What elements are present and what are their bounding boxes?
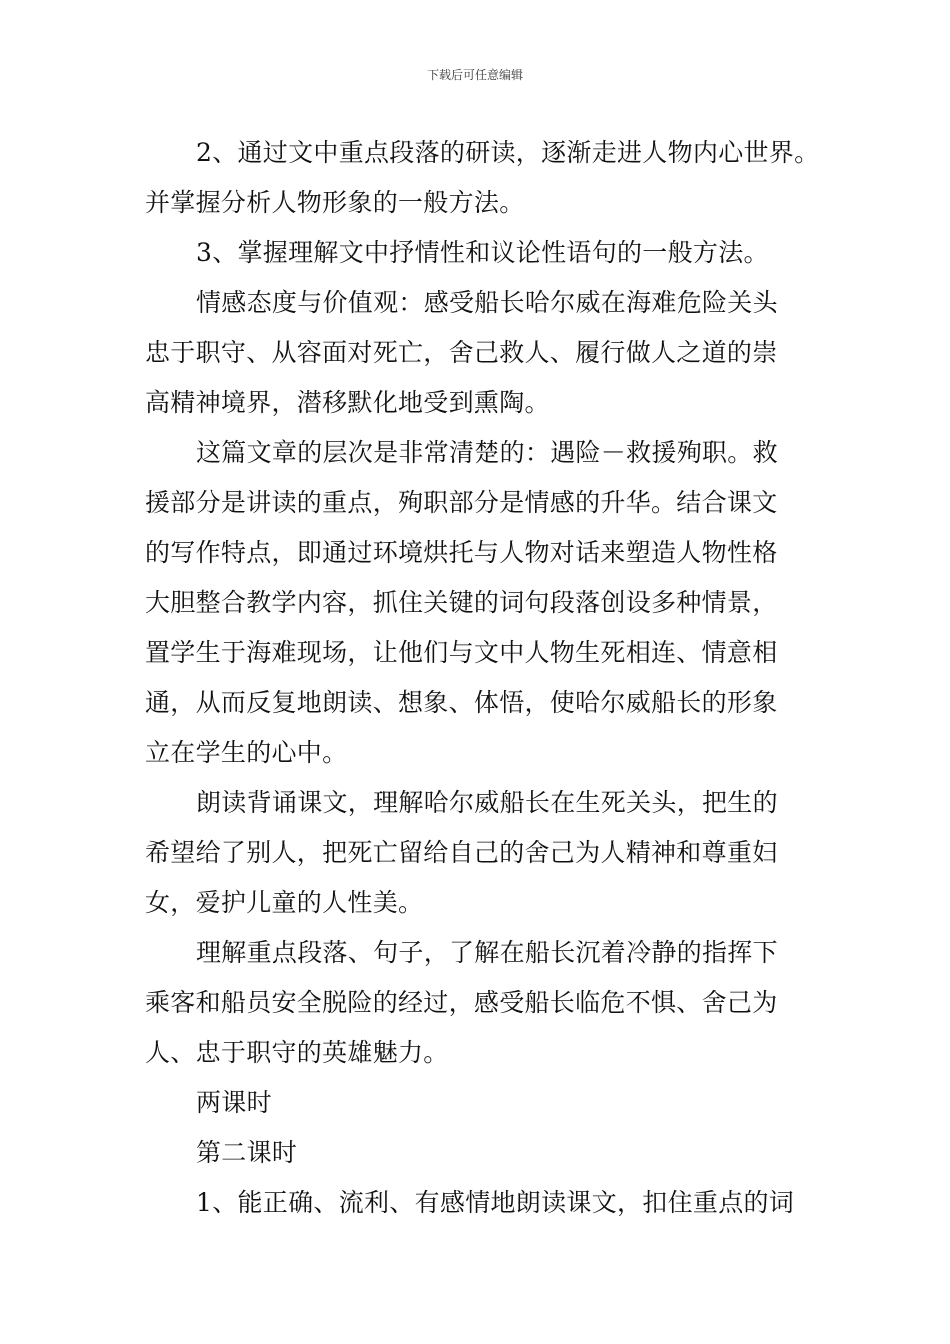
text-line: 1、能正确、流利、有感情地朗读课文，扣住重点的词 bbox=[196, 1188, 795, 1217]
text-line: 希望给了别人，把死亡留给自己的舍己为人精神和尊重妇 bbox=[145, 838, 778, 867]
text-line: 2、通过文中重点段落的研读，逐渐走进人物内心世界。 bbox=[196, 138, 820, 167]
text-line: 朗读背诵课文，理解哈尔威船长在生死关头，把生的 bbox=[196, 788, 778, 817]
text-line: 立在学生的心中。 bbox=[145, 738, 348, 767]
document-body bbox=[145, 128, 820, 1228]
text-line: 置学生于海难现场，让他们与文中人物生死相连、情意相 bbox=[145, 638, 778, 667]
text-line: 人、忠于职守的英雄魅力。 bbox=[145, 1038, 449, 1067]
page-header: 下载后可任意编辑 bbox=[426, 68, 523, 82]
text-line: 女，爱护儿童的人性美。 bbox=[145, 888, 424, 917]
text-line: 3、掌握理解文中抒情性和议论性语句的一般方法。 bbox=[196, 238, 769, 267]
text-line: 乘客和船员安全脱险的经过，感受船长临危不惧、舍己为 bbox=[145, 988, 778, 1017]
text-line: 理解重点段落、句子，了解在船长沉着冷静的指挥下 bbox=[196, 938, 778, 967]
text-line: 援部分是讲读的重点，殉职部分是情感的升华。结合课文 bbox=[145, 488, 778, 517]
text-line: 这篇文章的层次是非常清楚的：遇险－救援殉职。救 bbox=[196, 438, 778, 467]
text-line: 忠于职守、从容面对死亡，舍己救人、履行做人之道的崇 bbox=[145, 338, 778, 367]
text-line: 第二课时 bbox=[196, 1138, 298, 1167]
text-line: 情感态度与价值观：感受船长哈尔威在海难危险关头 bbox=[196, 288, 778, 317]
text-line: 的写作特点，即通过环境烘托与人物对话来塑造人物性格 bbox=[145, 538, 778, 567]
text-line: 通，从而反复地朗读、想象、体悟，使哈尔威船长的形象 bbox=[145, 688, 778, 717]
text-line: 高精神境界，潜移默化地受到熏陶。 bbox=[145, 388, 550, 417]
text-line: 两课时 bbox=[196, 1088, 272, 1117]
text-line: 并掌握分析人物形象的一般方法。 bbox=[145, 188, 525, 217]
text-line: 大胆整合教学内容，抓住关键的词句段落创设多种情景， bbox=[145, 588, 778, 617]
